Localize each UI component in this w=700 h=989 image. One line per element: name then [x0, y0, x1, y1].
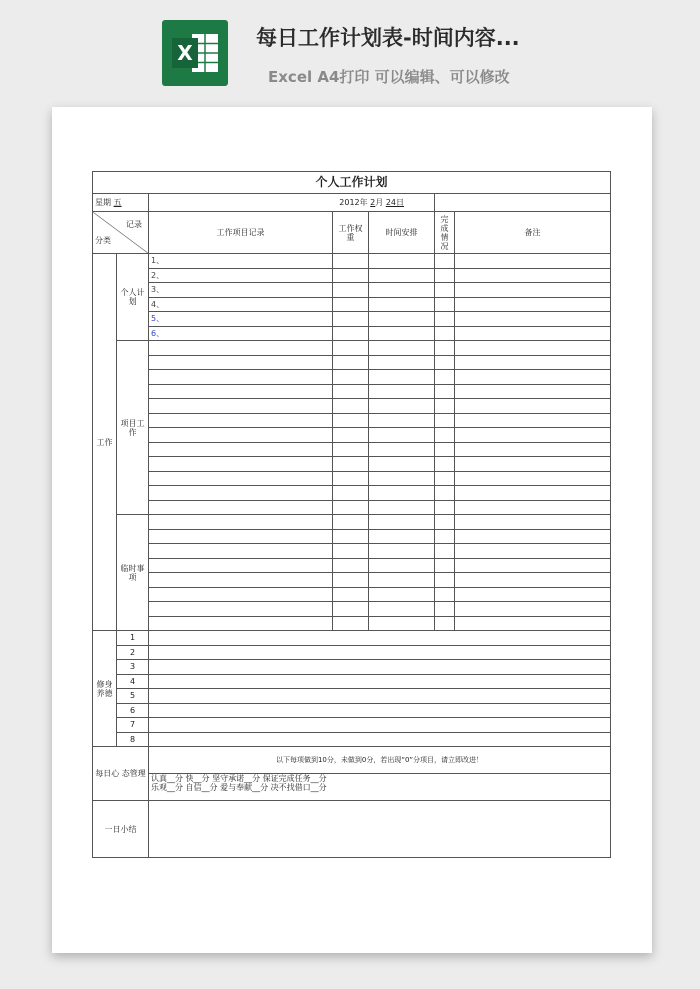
weight-cell[interactable] [333, 602, 369, 617]
weight-cell[interactable] [333, 457, 369, 472]
self-index: 8 [117, 732, 149, 747]
self-item-cell[interactable] [149, 660, 611, 675]
done-cell[interactable] [435, 326, 455, 341]
schedule-cell[interactable] [369, 326, 435, 341]
mood-line-2: 乐观__分 自信__分 爱与奉献__分 决不找借口__分 [151, 783, 327, 792]
temporary-item[interactable] [149, 544, 333, 559]
project-item[interactable] [149, 500, 333, 515]
self-item-cell[interactable] [149, 674, 611, 689]
weight-cell[interactable] [333, 558, 369, 573]
weight-cell[interactable] [333, 413, 369, 428]
weight-cell[interactable] [333, 573, 369, 588]
sheet-title: 个人工作计划 [93, 172, 611, 194]
notes-cell[interactable] [455, 399, 611, 414]
schedule-cell[interactable] [369, 268, 435, 283]
weight-cell[interactable] [333, 370, 369, 385]
weight-cell[interactable] [333, 355, 369, 370]
project-item[interactable] [149, 486, 333, 501]
schedule-cell[interactable] [369, 428, 435, 443]
personal-item[interactable]: 2、 [149, 268, 333, 283]
done-cell[interactable] [435, 370, 455, 385]
weight-cell[interactable] [333, 326, 369, 341]
document-paper [52, 107, 652, 953]
notes-cell[interactable] [455, 254, 611, 269]
weight-cell[interactable] [333, 297, 369, 312]
self-index: 6 [117, 703, 149, 718]
self-item-cell[interactable] [149, 645, 611, 660]
notes-cell[interactable] [455, 529, 611, 544]
page-subtitle: Excel A4打印 可以编辑、可以修改 [268, 68, 510, 86]
done-cell[interactable] [435, 254, 455, 269]
summary-cell[interactable] [149, 801, 611, 858]
section-project: 项目工作 [117, 341, 149, 515]
page-header [0, 0, 700, 100]
weekday-label: 星期 [95, 198, 111, 207]
weight-cell[interactable] [333, 384, 369, 399]
section-summary: 一日小结 [93, 801, 149, 858]
project-item[interactable] [149, 370, 333, 385]
weight-cell[interactable] [333, 254, 369, 269]
weight-cell[interactable] [333, 428, 369, 443]
schedule-cell[interactable] [369, 602, 435, 617]
notes-cell[interactable] [455, 341, 611, 356]
schedule-cell[interactable] [369, 384, 435, 399]
section-mood: 每日心 态管理 [93, 747, 149, 801]
project-item[interactable] [149, 428, 333, 443]
weight-cell[interactable] [333, 442, 369, 457]
project-item[interactable] [149, 355, 333, 370]
schedule-cell[interactable] [369, 457, 435, 472]
schedule-cell[interactable] [369, 616, 435, 631]
schedule-cell[interactable] [369, 355, 435, 370]
header-done: 完成情况 [435, 212, 455, 254]
done-cell[interactable] [435, 616, 455, 631]
done-cell[interactable] [435, 297, 455, 312]
mood-rule: 以下每项做到10分，未做到0分，若出现“0”分项目，请立即改进！ [149, 747, 611, 774]
page-title: 每日工作计划表-时间内容... [256, 26, 520, 50]
notes-cell[interactable] [455, 587, 611, 602]
schedule-cell[interactable] [369, 341, 435, 356]
project-item[interactable] [149, 399, 333, 414]
project-item[interactable] [149, 384, 333, 399]
notes-cell[interactable] [455, 515, 611, 530]
date-month: 2 [370, 198, 376, 207]
self-index: 7 [117, 718, 149, 733]
personal-item[interactable]: 6、 [149, 326, 333, 341]
schedule-cell[interactable] [369, 413, 435, 428]
notes-cell[interactable] [455, 384, 611, 399]
done-cell[interactable] [435, 515, 455, 530]
temporary-item[interactable] [149, 573, 333, 588]
weight-cell[interactable] [333, 268, 369, 283]
schedule-cell[interactable] [369, 515, 435, 530]
schedule-cell[interactable] [369, 399, 435, 414]
excel-file-icon [162, 20, 228, 86]
schedule-cell[interactable] [369, 370, 435, 385]
self-index: 1 [117, 631, 149, 646]
schedule-cell[interactable] [369, 297, 435, 312]
self-item-cell[interactable] [149, 631, 611, 646]
section-temporary: 临时事项 [117, 515, 149, 631]
schedule-cell[interactable] [369, 529, 435, 544]
weight-cell[interactable] [333, 399, 369, 414]
weight-cell[interactable] [333, 283, 369, 298]
done-cell[interactable] [435, 442, 455, 457]
done-cell[interactable] [435, 428, 455, 443]
notes-cell[interactable] [455, 457, 611, 472]
personal-item[interactable]: 5、 [149, 312, 333, 327]
done-cell[interactable] [435, 457, 455, 472]
notes-cell[interactable] [455, 428, 611, 443]
notes-cell[interactable] [455, 558, 611, 573]
weight-cell[interactable] [333, 471, 369, 486]
done-cell[interactable] [435, 471, 455, 486]
done-cell[interactable] [435, 399, 455, 414]
schedule-cell[interactable] [369, 573, 435, 588]
self-item-cell[interactable] [149, 703, 611, 718]
weight-cell[interactable] [333, 486, 369, 501]
self-item-cell[interactable] [149, 732, 611, 747]
self-index: 2 [117, 645, 149, 660]
personal-item[interactable]: 1、 [149, 254, 333, 269]
schedule-cell[interactable] [369, 587, 435, 602]
done-cell[interactable] [435, 500, 455, 515]
excel-icon-letter: X [177, 41, 193, 65]
done-cell[interactable] [435, 355, 455, 370]
weight-cell[interactable] [333, 544, 369, 559]
notes-cell[interactable] [455, 471, 611, 486]
temporary-item[interactable] [149, 616, 333, 631]
weight-cell[interactable] [333, 312, 369, 327]
notes-cell[interactable] [455, 370, 611, 385]
work-plan-table [92, 171, 611, 858]
done-cell[interactable] [435, 573, 455, 588]
done-cell[interactable] [435, 558, 455, 573]
notes-cell[interactable] [455, 413, 611, 428]
project-item[interactable] [149, 341, 333, 356]
done-cell[interactable] [435, 341, 455, 356]
date-year: 2012年 [339, 198, 368, 207]
temporary-item[interactable] [149, 515, 333, 530]
header-weight: 工作权重 [333, 212, 369, 254]
notes-cell[interactable] [455, 283, 611, 298]
notes-cell[interactable] [455, 442, 611, 457]
notes-cell[interactable] [455, 312, 611, 327]
done-cell[interactable] [435, 544, 455, 559]
temporary-item[interactable] [149, 602, 333, 617]
schedule-cell[interactable] [369, 471, 435, 486]
done-cell[interactable] [435, 312, 455, 327]
schedule-cell[interactable] [369, 544, 435, 559]
header-notes: 备注 [455, 212, 611, 254]
notes-cell[interactable] [455, 500, 611, 515]
temporary-item[interactable] [149, 587, 333, 602]
notes-cell[interactable] [455, 486, 611, 501]
date-month-unit: 月 [375, 198, 384, 207]
weight-cell[interactable] [333, 515, 369, 530]
mood-line-1: 认真__分 快__分 坚守承诺__分 保证完成任务__分 [151, 774, 327, 783]
self-index: 3 [117, 660, 149, 675]
notes-cell[interactable] [455, 268, 611, 283]
weight-cell[interactable] [333, 341, 369, 356]
weekday-value: 五 [113, 198, 122, 207]
header-items: 工作项目记录 [149, 212, 333, 254]
done-cell[interactable] [435, 587, 455, 602]
done-cell[interactable] [435, 486, 455, 501]
personal-item[interactable]: 4、 [149, 297, 333, 312]
weight-cell[interactable] [333, 500, 369, 515]
done-cell[interactable] [435, 384, 455, 399]
mood-score-cell[interactable] [149, 774, 611, 801]
temporary-item[interactable] [149, 558, 333, 573]
project-item[interactable] [149, 471, 333, 486]
date-blank-cell [435, 194, 611, 212]
notes-cell[interactable] [455, 355, 611, 370]
header-diagonal-cell [93, 212, 149, 254]
date-cell [149, 194, 435, 212]
section-personal: 个人计划 [117, 254, 149, 341]
self-index: 5 [117, 689, 149, 704]
weight-cell[interactable] [333, 616, 369, 631]
done-cell[interactable] [435, 268, 455, 283]
schedule-cell[interactable] [369, 283, 435, 298]
done-cell[interactable] [435, 283, 455, 298]
header-record-label: 记录 [126, 220, 142, 229]
project-item[interactable] [149, 442, 333, 457]
notes-cell[interactable] [455, 616, 611, 631]
schedule-cell[interactable] [369, 312, 435, 327]
notes-cell[interactable] [455, 602, 611, 617]
weight-cell[interactable] [333, 587, 369, 602]
schedule-cell[interactable] [369, 558, 435, 573]
notes-cell[interactable] [455, 573, 611, 588]
notes-cell[interactable] [455, 326, 611, 341]
notes-cell[interactable] [455, 297, 611, 312]
weight-cell[interactable] [333, 529, 369, 544]
personal-item[interactable]: 3、 [149, 283, 333, 298]
schedule-cell[interactable] [369, 500, 435, 515]
date-day: 24日 [385, 198, 404, 207]
schedule-cell[interactable] [369, 254, 435, 269]
project-item[interactable] [149, 457, 333, 472]
self-item-cell[interactable] [149, 718, 611, 733]
done-cell[interactable] [435, 413, 455, 428]
section-self: 修身养德 [93, 631, 117, 747]
self-index: 4 [117, 674, 149, 689]
temporary-item[interactable] [149, 529, 333, 544]
done-cell[interactable] [435, 602, 455, 617]
self-item-cell[interactable] [149, 689, 611, 704]
notes-cell[interactable] [455, 544, 611, 559]
schedule-cell[interactable] [369, 486, 435, 501]
weekday-cell [93, 194, 149, 212]
done-cell[interactable] [435, 529, 455, 544]
section-work: 工作 [93, 254, 117, 631]
header-category-label: 分类 [95, 236, 111, 245]
header-schedule: 时间安排 [369, 212, 435, 254]
schedule-cell[interactable] [369, 442, 435, 457]
project-item[interactable] [149, 413, 333, 428]
